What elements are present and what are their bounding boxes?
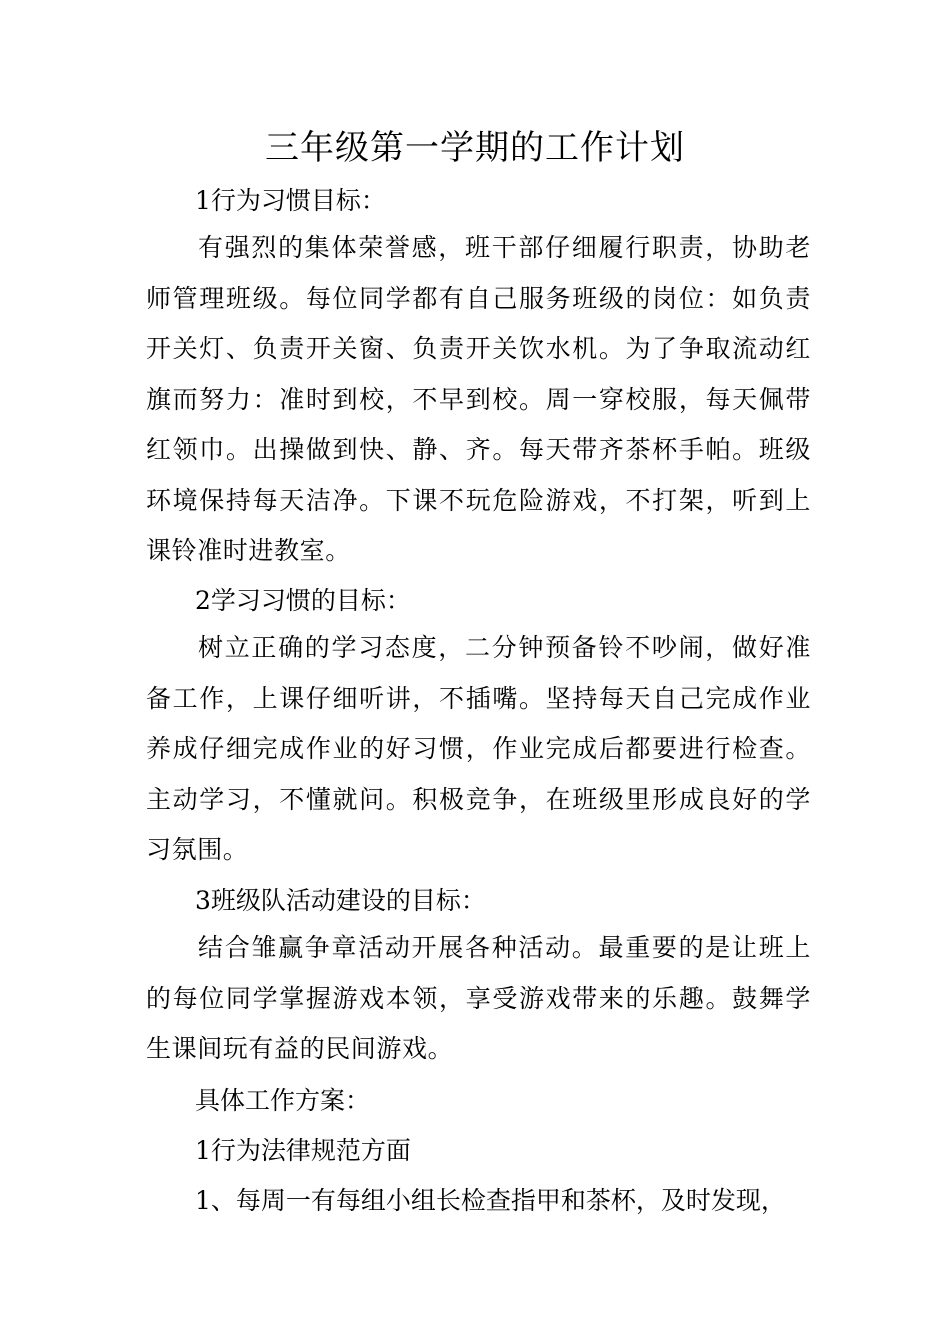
section-body-study: 树立正确的学习态度，二分钟预备铃不吵闹，做好准备工作，上课仔细听讲，不插嘴。坚持每天自己完成作业养成仔细完成作业的好习惯，作业完成后都要进行检查。主动学习，不懂就问。积极竞争，在班级里形成良好的学习氛围。 <box>146 633 811 864</box>
document-title: 三年级第一学期的工作计划 <box>265 128 685 168</box>
section-heading-class-activity: 3班级队活动建设的目标： <box>195 886 486 915</box>
section-heading-behavior: 1行为习惯目标： <box>195 186 386 215</box>
section-body-class-activity: 结合雏赢争章活动开展各种活动。最重要的是让班上的每位同学掌握游戏本领，享受游戏带来的乐趣。鼓舞学生课间玩有益的民间游戏。 <box>146 933 811 1063</box>
section-body-behavior: 有强烈的集体荣誉感，班干部仔细履行职责，协助老师管理班级。每位同学都有自己服务班级的岗位：如负责开关灯、负责开关窗、负责开关饮水机。为了争取流动红旗而努力：准时到校，不早到校。周一穿校服，每天佩带红领巾。出操做到快、静、齐。每天带齐茶杯手帕。班级环境保持每天洁净。下课不玩危险游戏，不打架，听到上课铃准时进教室。 <box>146 233 811 565</box>
plan-item-1: 1、每周一有每组小组长检查指甲和茶杯，及时发现， <box>195 1186 786 1215</box>
plan-subheading: 1行为法律规范方面 <box>195 1136 411 1165</box>
section-heading-study: 2学习习惯的目标： <box>195 586 411 615</box>
plan-heading: 具体工作方案： <box>195 1086 371 1115</box>
